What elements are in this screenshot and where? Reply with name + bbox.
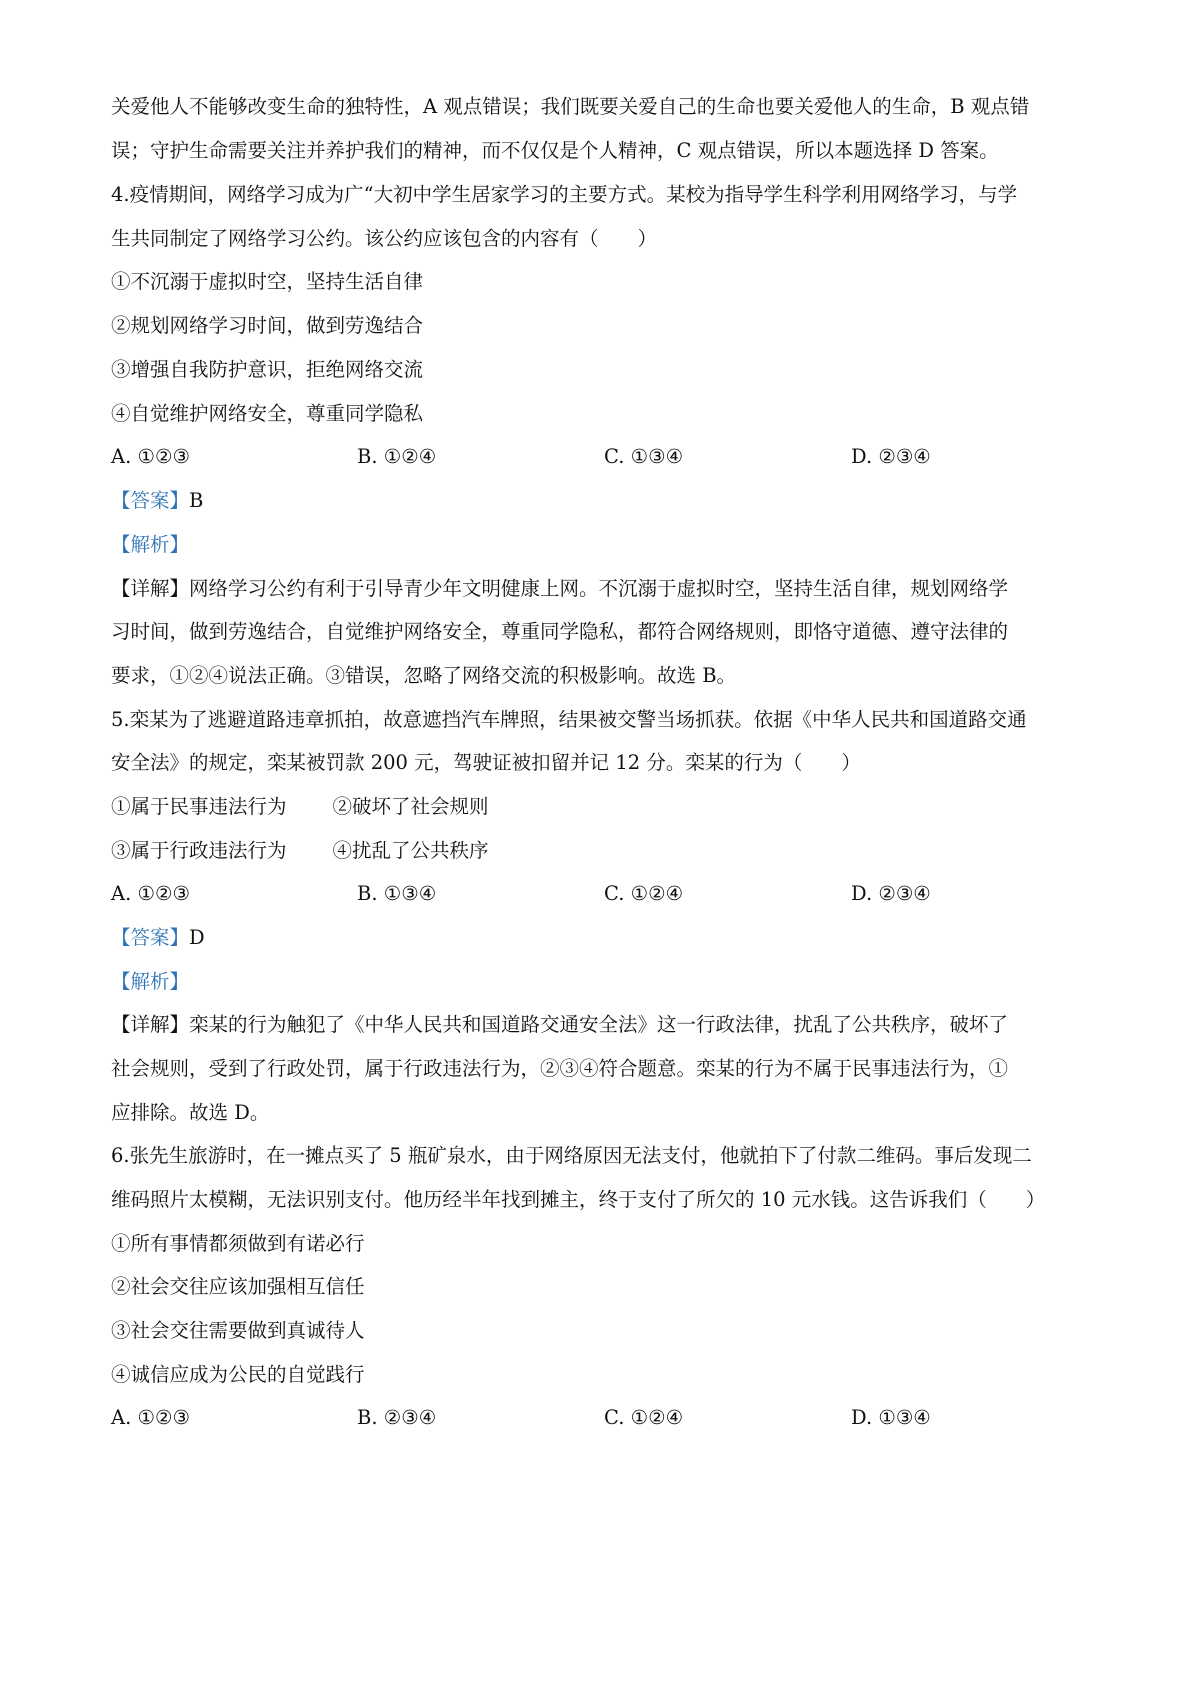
- q5-stem-line-1: 5.栾某为了逃避道路违章抓拍，故意遮挡汽车牌照，结果被交警当场抓获。依据《中华人民共和国道路交通: [111, 708, 1027, 731]
- q5-answer-line: [111, 924, 1101, 952]
- q4-detail-tag: 【详解】: [111, 577, 190, 600]
- q4-stem-line-1: 4.疫情期间，网络学习成为广“大初中学生居家学习的主要方式。某校为指导学生科学利用网络学习，与学: [111, 183, 1018, 206]
- q5-option-c: C. ①②④: [604, 882, 684, 905]
- q5-answer-tag: 【答案】: [111, 926, 190, 949]
- q5-item-2: ②破坏了社会规则: [332, 795, 489, 818]
- q5-answer-value: D: [189, 926, 205, 949]
- q5-option-b: B. ①③④: [357, 882, 437, 905]
- q5-detail-tag: 【详解】: [111, 1013, 190, 1036]
- q5-detail-line-2: 社会规则，受到了行政处罚，属于行政违法行为，②③④符合题意。栾某的行为不属于民事违法行为，①: [111, 1057, 1009, 1080]
- q5-detail-line-3: 应排除。故选 D。: [111, 1101, 270, 1124]
- q6-item-1: ①所有事情都须做到有诺必行: [111, 1232, 365, 1255]
- q6-option-b: B. ②③④: [357, 1406, 437, 1429]
- q6-item-3: ③社会交往需要做到真诚待人: [111, 1319, 365, 1342]
- q4-analysis-tag: 【解析】: [111, 533, 190, 556]
- q4-item-1: ①不沉溺于虚拟时空，坚持生活自律: [111, 270, 424, 293]
- q4-answer-value: B: [189, 489, 204, 512]
- q4-detail-line-1: [111, 575, 1101, 603]
- q4-option-a: A. ①②③: [111, 445, 190, 468]
- q6-item-4: ④诚信应成为公民的自觉践行: [111, 1363, 365, 1386]
- intro-line-2: 误；守护生命需要关注并养护我们的精神，而不仅仅是个人精神，C 观点错误，所以本题选择 D 答案。: [111, 139, 999, 162]
- q4-answer-line: [111, 487, 1101, 515]
- q4-detail-line-2: 习时间，做到劳逸结合，自觉维护网络安全，尊重同学隐私，都符合网络规则，即恪守道德、遵守法律的: [111, 620, 1009, 643]
- q6-option-a: A. ①②③: [111, 1406, 190, 1429]
- q6-stem-line-1: 6.张先生旅游时，在一摊点买了 5 瓶矿泉水，由于网络原因无法支付，他就拍下了付款二维码。事后发现二: [111, 1144, 1032, 1167]
- q6-option-d: D. ①③④: [851, 1406, 931, 1429]
- q5-detail-text-1: 栾某的行为触犯了《中华人民共和国道路交通安全法》这一行政法律，扰乱了公共秩序，破坏了: [189, 1013, 1009, 1036]
- q6-stem-line-2: 维码照片太模糊，无法识别支付。他历经半年找到摊主，终于支付了所欠的 10 元水钱。这告诉我们（ ）: [111, 1188, 1046, 1211]
- q5-analysis-tag: 【解析】: [111, 970, 190, 993]
- q4-option-d: D. ②③④: [851, 445, 931, 468]
- q4-detail-line-3: 要求，①②④说法正确。③错误，忽略了网络交流的积极影响。故选 B。: [111, 664, 737, 687]
- q4-answer-tag: 【答案】: [111, 489, 190, 512]
- q4-stem-line-2: 生共同制定了网络学习公约。该公约应该包含的内容有（ ）: [111, 227, 658, 250]
- q5-item-3: ③属于行政违法行为: [111, 839, 287, 862]
- q6-item-2: ②社会交往应该加强相互信任: [111, 1275, 365, 1298]
- q6-option-c: C. ①②④: [604, 1406, 684, 1429]
- q5-items-row-1: [111, 793, 1101, 821]
- q4-item-4: ④自觉维护网络安全，尊重同学隐私: [111, 402, 424, 425]
- q5-item-4: ④扰乱了公共秩序: [332, 839, 489, 862]
- q5-item-1: ①属于民事违法行为: [111, 795, 287, 818]
- q4-option-b: B. ①②④: [357, 445, 437, 468]
- q5-option-d: D. ②③④: [851, 882, 931, 905]
- q4-item-3: ③增强自我防护意识，拒绝网络交流: [111, 358, 424, 381]
- q5-analysis-line: [111, 968, 1101, 996]
- q4-item-2: ②规划网络学习时间，做到劳逸结合: [111, 314, 424, 337]
- q5-option-a: A. ①②③: [111, 882, 190, 905]
- intro-line-1: 关爱他人不能够改变生命的独特性，A 观点错误；我们既要关爱自己的生命也要关爱他人的生命，B 观点错: [111, 95, 1030, 118]
- q4-analysis-line: [111, 531, 1101, 559]
- q4-detail-text-1: 网络学习公约有利于引导青少年文明健康上网。不沉溺于虚拟时空，坚持生活自律，规划网络学: [189, 577, 1009, 600]
- q5-stem-line-2: 安全法》的规定，栾某被罚款 200 元，驾驶证被扣留并记 12 分。栾某的行为（ ）: [111, 751, 861, 774]
- q4-option-c: C. ①③④: [604, 445, 684, 468]
- q5-detail-line-1: [111, 1011, 1101, 1039]
- q5-items-row-2: [111, 837, 1101, 865]
